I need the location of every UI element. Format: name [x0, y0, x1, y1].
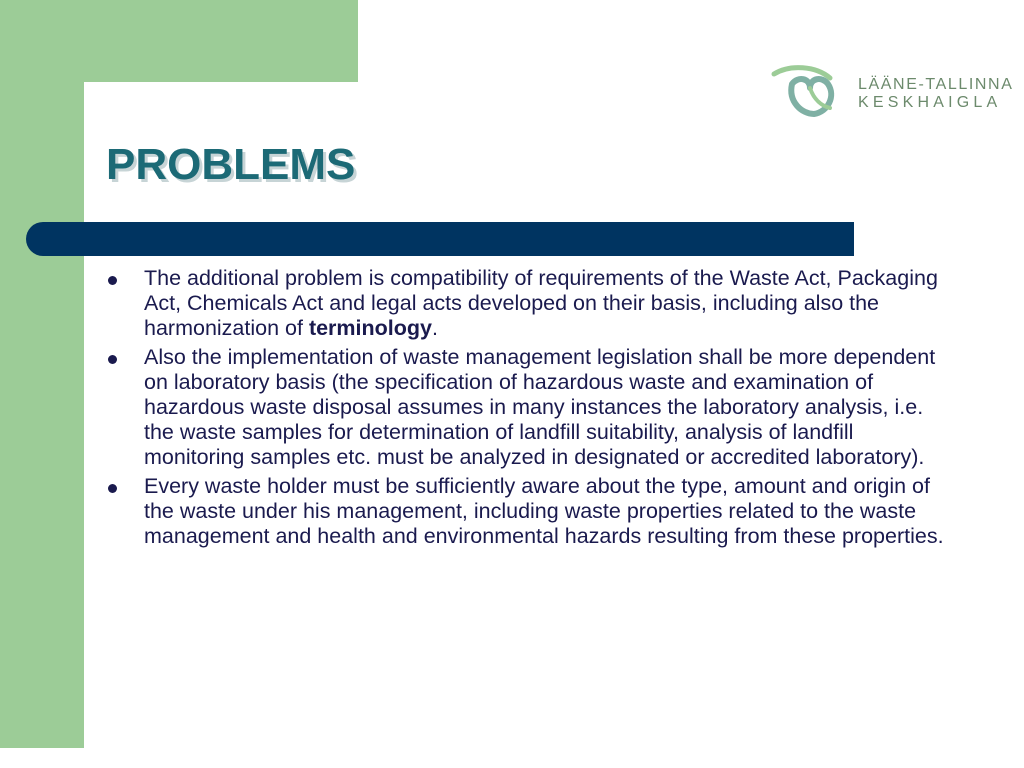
title-underline-bar	[26, 222, 854, 256]
bullet-text: Also the implementation of waste management legislation shall be more dependent on laboratory basis (the specification of hazardous waste and examination of hazardous waste disposal assumes in many instances the laboratory analysis, i.e. the waste samples for determination of landfill suitability, analysis of landfill monitoring samples etc. must be analyzed in designated or accredited laboratory).	[144, 345, 936, 469]
heart-swirl-logo-icon	[770, 62, 854, 122]
bullet-list	[106, 266, 956, 553]
green-sidebar	[0, 0, 84, 748]
bullet-item-1	[106, 266, 956, 341]
bold-term: terminology	[308, 316, 432, 340]
slide-title: PROBLEMS	[106, 140, 356, 189]
bullet-text-end: .	[431, 316, 438, 340]
logo-text-line1: LÄÄNE-TALLINNA	[858, 76, 1014, 93]
bullet-dot-icon	[108, 276, 117, 285]
hospital-logo	[770, 62, 1014, 122]
bullet-text: Every waste holder must be sufficiently aware about the type, amount and origin of the waste under his management, including waste properties related to the waste management and health and environmental hazards resulting from these properties.	[144, 474, 944, 548]
bullet-dot-icon	[108, 484, 117, 493]
logo-text-line2: KESKHAIGLA	[858, 94, 1002, 111]
green-top-band	[0, 0, 358, 82]
bullet-dot-icon	[108, 355, 117, 364]
bullet-text: The additional problem is compatibility of requirements of the Waste Act, Packaging Act, Chemicals Act and legal acts developed on their basis, including also the harmonization of	[144, 266, 938, 340]
bullet-item-3	[106, 474, 956, 549]
bullet-item-2	[106, 345, 956, 470]
